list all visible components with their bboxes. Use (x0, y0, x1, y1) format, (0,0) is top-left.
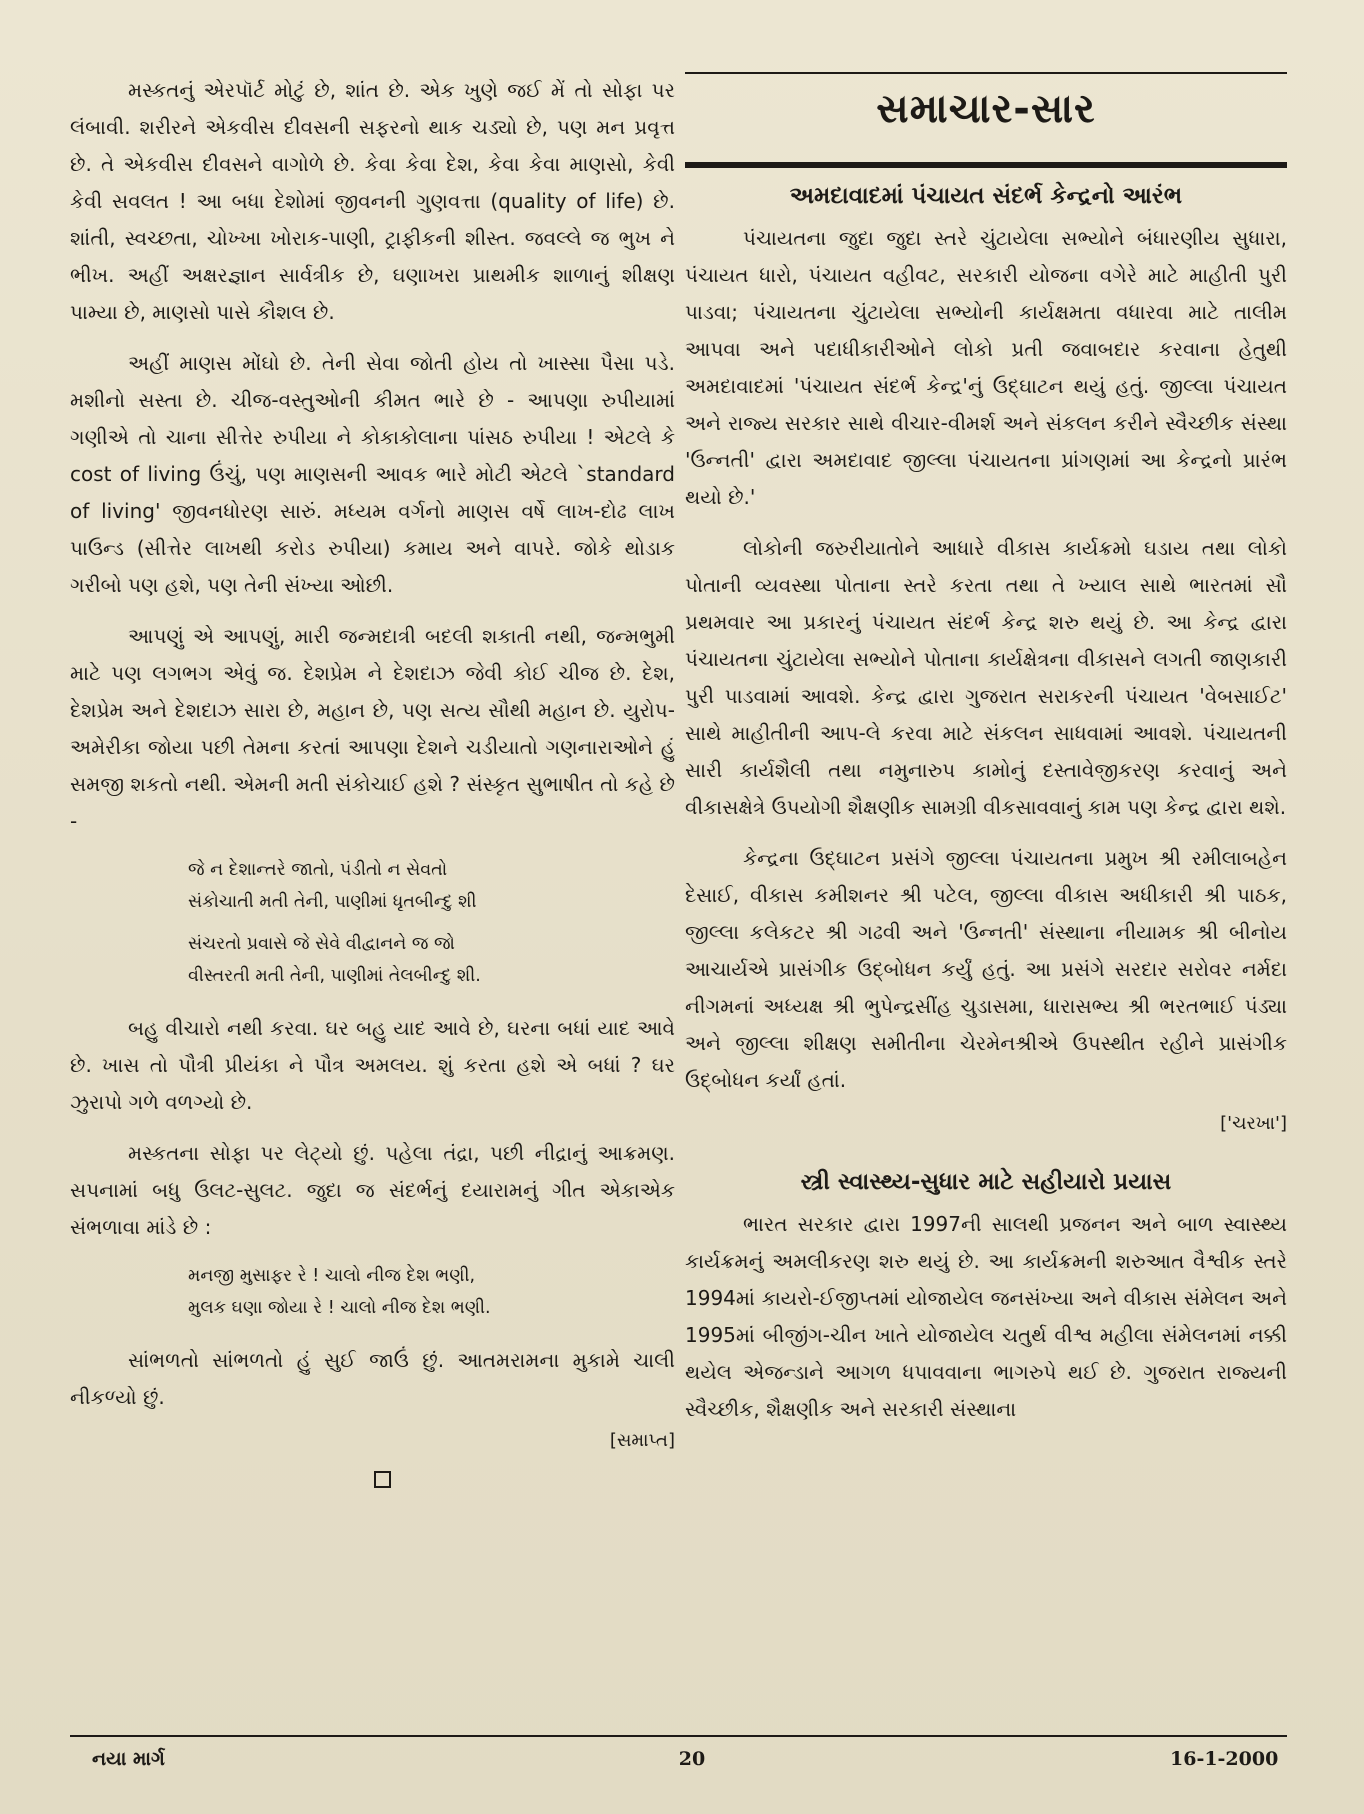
paragraph: મસ્કતના સોફા પર લેટ્યો છું. પહેલા તંદ્રા, પછી નીદ્રાનું આક્રમણ. સપનામાં બધુ ઉલટ-સુલટ. જુદા જ સંદર્ભનું દયારામનું ગીત એકાએક સંભળાવા માંડે છે : (70, 1141, 675, 1239)
left-column (70, 72, 675, 1488)
closing-paragraph: સાંભળતો સાંભળતો હું સુઈ જાઉં છું. આતમરામના મુકામે ચાલી નીકળ્યો છું. (70, 1348, 675, 1409)
paragraph: આપણું એ આપણું, મારી જન્મદાત્રી બદલી શકાતી નથી, જન્મભુમી માટે પણ લગભગ એવું જ. દેશપ્રેમ ને દેશદાઝ જેવી કોઈ ચીજ છે. દેશ, દેશપ્રેમ અને દેશદાઝ સારા છે, મહાન છે, પણ સત્ય સૌથી મહાન છે. યુરોપ-અમેરીકા જોયા પછી તેમના કરતાં આપણા દેશને ચડીયાતો ગણનારાઓને હું સમજી શકતો નથી. એમની મતી સંકોચાઈ હશે ? સંસ્કૃત સુભાષીત તો કહે છે - (70, 624, 675, 833)
title-rule (685, 162, 1287, 168)
page-number: 20 (678, 1748, 706, 1770)
verse-line: મનજી મુસાફર રે ! ચાલો નીજ દેશ ભણી, (188, 1266, 476, 1286)
song-verse-block (188, 1260, 675, 1324)
footer-rule (70, 1735, 1287, 1737)
source-tag: ['ચરખા'] (1220, 1113, 1287, 1134)
issue-date: 16-1-2000 (1170, 1748, 1279, 1770)
end-tag: [સમાપ્ત] (609, 1430, 675, 1451)
section-title: સમાચાર-સાર (876, 86, 1096, 132)
paragraph: અહીં માણસ મોંઘો છે. તેની સેવા જોતી હોય તો ખાસ્સા પૈસા પડે. મશીનો સસ્તા છે. ચીજ-વસ્તુઓની કીમત ભારે છે - આપણા રુપીયામાં ગણીએ તો ચાના સીત્તેર રુપીયા ને કોકાકોલાના પાંસઠ રુપીયા ! એટલે કે cost of living ઉંચું, પણ માણસની આવક ભારે મોટી એટલે `standard of living' જીવનધોરણ સારું. મધ્યમ વર્ગનો માણસ વર્ષે લાખ-દોઢ લાખ પાઉન્ડ (સીત્તેર લાખથી કરોડ રુપીયા) કમાય અને વાપરે. જોકે થોડાક ગરીબો પણ હશે, પણ તેની સંખ્યા ઓછી. (70, 351, 675, 597)
article-heading: સ્ત્રી સ્વાસ્થ્ય-સુધાર માટે સહીયારો પ્રયાસ (800, 1169, 1172, 1195)
verse-line: વીસ્તરતી મતી તેની, પાણીમાં તેલબીન્દુ શી. (188, 966, 481, 986)
paragraph: બહુ વીચારો નથી કરવા. ઘર બહુ યાદ આવે છે, ઘરના બધાં યાદ આવે છે. ખાસ તો પૌત્રી પ્રીયંકા ને પૌત્ર અમલય. શું કરતા હશે એ બધાં ? ઘર ઝુરાપો ગળે વળગ્યો છે. (70, 1016, 675, 1114)
article-heading: અમદાવાદમાં પંચાયત સંદર્ભ કેન્દ્રનો આરંભ (789, 183, 1183, 209)
right-column (685, 176, 1287, 1442)
top-rule (685, 72, 1287, 74)
paragraph: પંચાયતના જુદા જુદા સ્તરે ચુંટાયેલા સભ્યોને બંધારણીય સુધારા, પંચાયત ધારો, પંચાયત વહીવટ, સરકારી યોજના વગેરે માટે માહીતી પુરી પાડવા; પંચાયતના ચુંટાયેલા સભ્યોની કાર્યક્ષમતા વધારવા માટે તાલીમ આપવા અને પદાધીકારીઓને લોકો પ્રતી જવાબદાર કરવાના હેતુથી અમદાવાદમાં 'પંચાયત સંદર્ભ કેન્દ્ર'નું ઉદ્ઘાટન થયું હતું. જીલ્લા પંચાયત અને રાજ્ય સરકાર સાથે વીચાર-વીમર્શ અને સંકલન કરીને સ્વૈચ્છીક સંસ્થા 'ઉન્નતી' દ્વારા અમદાવાદ જીલ્લા પંચાયતના પ્રાંગણમાં આ કેન્દ્રનો પ્રારંભ થયો છે.' (685, 226, 1287, 509)
paragraph: લોકોની જરુરીયાતોને આધારે વીકાસ કાર્યક્રમો ઘડાય તથા લોકો પોતાની વ્યવસ્થા પોતાના સ્તરે કરતા તથા તે ખ્યાલ સાથે ભારતમાં સૌ પ્રથમવાર આ પ્રકારનું પંચાયત સંદર્ભ કેન્દ્ર શરુ થયું છે. આ કેન્દ્ર દ્વારા પંચાયતના ચુંટાયેલા સભ્યોને પોતાના કાર્યક્ષેત્રના વીકાસને લગતી જાણકારી પુરી પાડવામાં આવશે. કેન્દ્ર દ્વારા ગુજરાત સરાકરની પંચાયત 'વેબસાઈટ' સાથે માહીતીની આપ-લે કરવા માટે સંકલન સાધવામાં આવશે. પંચાયતની સારી કાર્યશૈલી તથા નમુનારુપ કામોનું દસ્તાવેજીકરણ કરવાનું અને વીકાસક્ષેત્રે ઉપયોગી શૈક્ષણીક સામગ્રી વીકસાવવાનું કામ પણ કેન્દ્ર દ્વારા થશે. (685, 536, 1287, 819)
verse-line: મુલક ઘણા જોયા રે ! ચાલો નીજ દેશ ભણી. (188, 1298, 491, 1318)
paragraph: કેન્દ્રના ઉદ્ઘાટન પ્રસંગે જીલ્લા પંચાયતના પ્રમુખ શ્રી રમીલાબહેન દેસાઈ, વીકાસ કમીશનર શ્રી પટેલ, જીલ્લા વીકાસ અધીકારી શ્રી પાઠક, જીલ્લા કલેકટર શ્રી ગઢવી અને 'ઉન્નતી' સંસ્થાના નીયામક શ્રી બીનોય આચાર્યએ પ્રાસંગીક ઉદ્બોધન કર્યું હતું. આ પ્રસંગે સરદાર સરોવર નર્મદા નીગમનાં અધ્યક્ષ શ્રી ભુપેન્દ્રસીંહ ચુડાસમા, ધારાસભ્ય શ્રી ભરતભાઈ પંડ્યા અને જીલ્લા શીક્ષણ સમીતીના ચેરમેનશ્રીએ ઉપસ્થીત રહીને પ્રાસંગીક ઉદ્બોધન કર્યાં હતાં. (685, 846, 1287, 1092)
verse-line: સંકોચાતી મતી તેની, પાણીમાં ધૃતબીન્દુ શી (188, 892, 477, 912)
verse-line: સંચરતો પ્રવાસે જે સેવે વીદ્વાનને જ જો (188, 934, 455, 954)
paragraph: મસ્કતનું એરપૉર્ટ મોટું છે, શાંત છે. એક ખુણે જઈ મેં તો સોફા પર લંબાવી. શરીરને એકવીસ દીવસની સફરનો થાક ચડ્યો છે, પણ મન પ્રવૃત્ત છે. તે એકવીસ દીવસને વાગોળે છે. કેવા કેવા દેશ, કેવા કેવા માણસો, કેવી કેવી સવલત ! આ બધા દેશોમાં જીવનની ગુણવત્તા (quality of life) છે. શાંતી, સ્વચ્છતા, ચોખ્ખા ખોરાક-પાણી, ટ્રાફીકની શીસ્ત. જવલ્લે જ ભુખ ને ભીખ. અહીં અક્ષરજ્ઞાન સાર્વત્રીક છે, ઘણાખરા પ્રાથમીક શાળાનું શીક્ષણ પામ્યા છે, માણસો પાસે કૌશલ છે. (70, 78, 675, 324)
verse-block (188, 854, 675, 992)
paragraph: ભારત સરકાર દ્વારા 1997ની સાલથી પ્રજનન અને બાળ સ્વાસ્થ્ય કાર્યક્રમનું અમલીકરણ શરુ થયું છે. આ કાર્યક્રમની શરુઆત વૈશ્વીક સ્તરે 1994માં કાયરો-ઈજીપ્તમાં યોજાયેલ જનસંખ્યા અને વીકાસ સંમેલન અને 1995માં બીજીંગ-ચીન ખાતે યોજાયેલ ચતુર્થ વીશ્વ મહીલા સંમેલનમાં નક્કી થયેલ એજન્ડાને આગળ ધપાવવાના ભાગરુપે થઈ છે. ગુજરાત રાજ્યની સ્વૈચ્છીક, શૈક્ષણીક અને સરકારી સંસ્થાના (685, 1212, 1287, 1421)
end-square-icon (374, 1471, 391, 1488)
publication-name: નયા માર્ગ (92, 1748, 165, 1770)
verse-line: જે ન દેશાન્તરે જાતો, પંડીતો ન સેવતો (188, 860, 448, 880)
